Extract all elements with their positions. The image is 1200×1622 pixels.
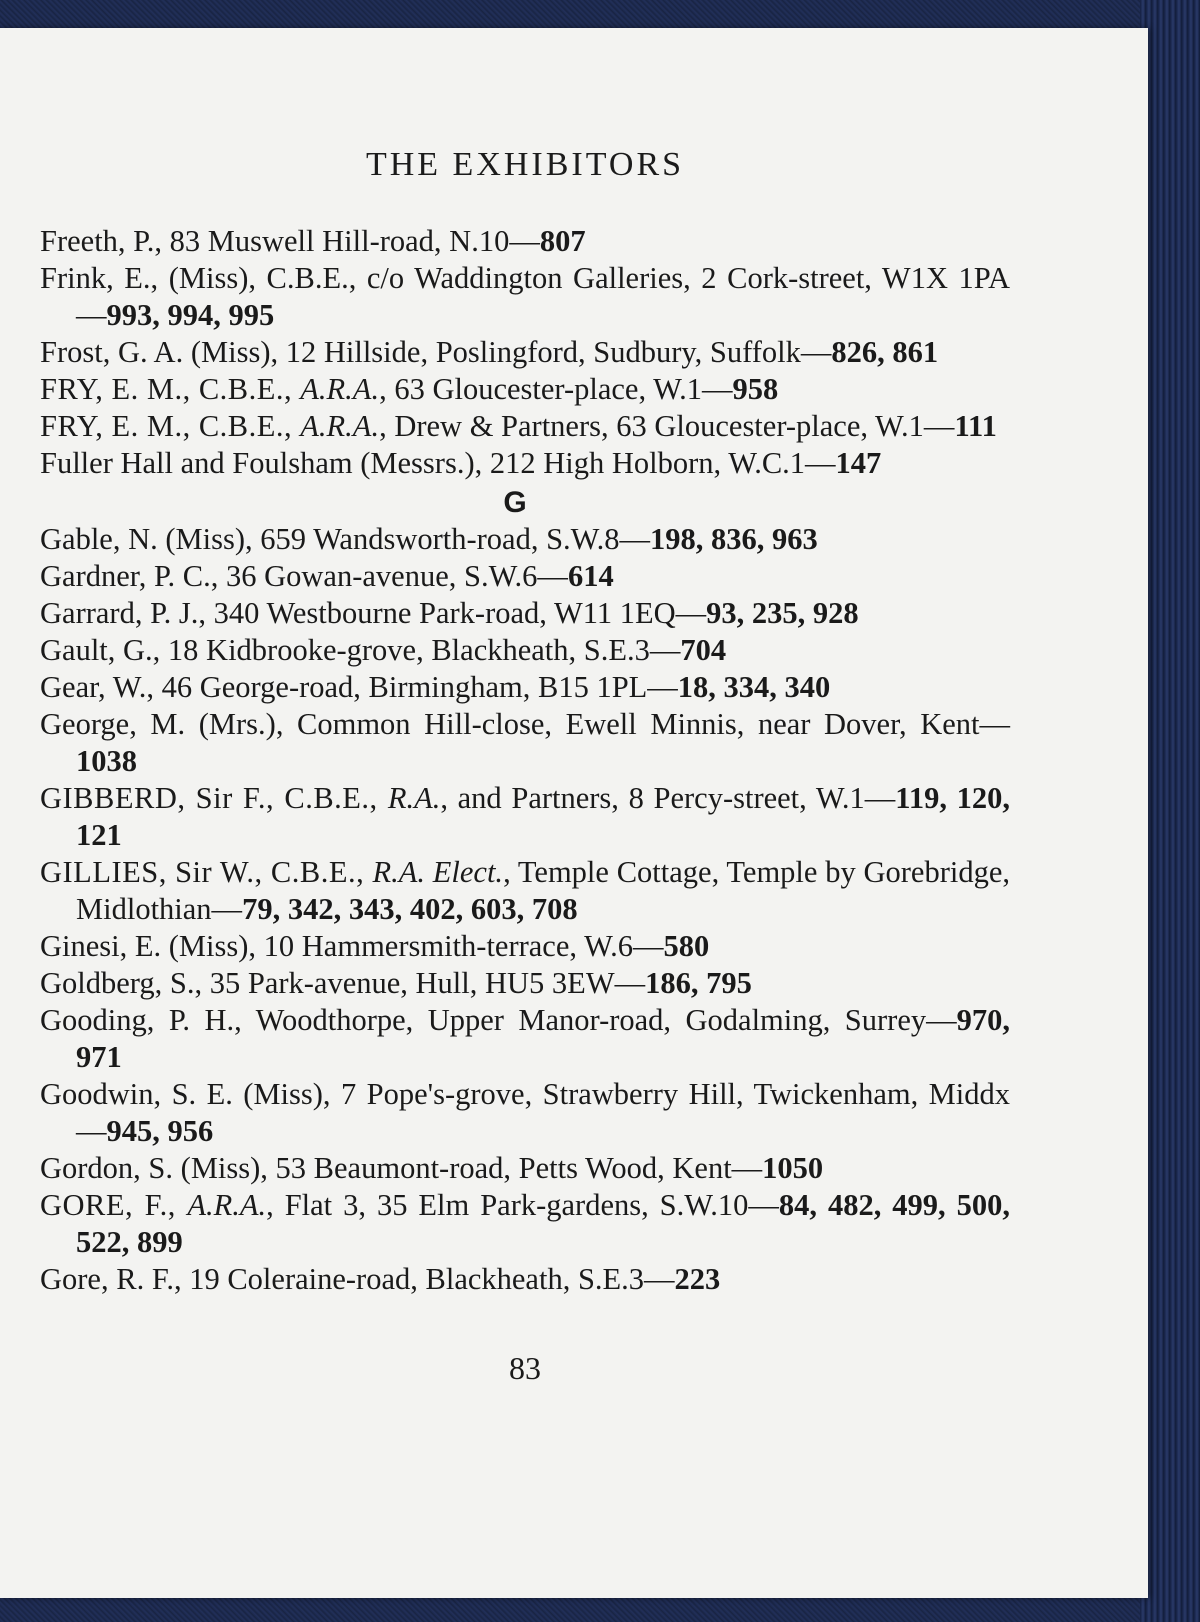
exhibitor-entry — [40, 669, 1010, 706]
exhibitor-entry — [40, 371, 1010, 408]
exhibitor-name: GIBBERD, Sir F., C.B.E., — [40, 781, 388, 815]
exhibitor-name: FRY, E. M., C.B.E., — [40, 372, 301, 406]
exhibitor-address: 18 Kidbrooke-grove, Blackheath, S.E.3— — [160, 633, 681, 667]
exhibitor-entry — [40, 706, 1010, 780]
exhibitor-address: , and Partners, 8 Percy-street, W.1— — [440, 781, 896, 815]
exhibitor-address: Woodthorpe, Upper Manor-road, Godalming, Surrey— — [241, 1003, 957, 1037]
exhibit-numbers: 18, 334, 340 — [677, 670, 831, 704]
exhibit-numbers: 958 — [732, 372, 779, 406]
exhibitor-name: Gear, W., — [40, 670, 154, 704]
exhibitor-title: A.R.A. — [300, 409, 380, 443]
exhibitor-entry — [40, 558, 1010, 595]
exhibitor-name: Gore, R. F., — [40, 1262, 182, 1296]
exhibitor-entry — [40, 780, 1010, 854]
exhibitor-name: Goldberg, S., — [40, 966, 203, 1000]
exhibitor-name: GILLIES, Sir W., C.B.E., — [40, 855, 373, 889]
exhibit-numbers: 119, 120, 121 — [76, 781, 1010, 852]
exhibitor-entry — [40, 595, 1010, 632]
exhibit-numbers: 826, 861 — [831, 335, 939, 369]
running-head: THE EXHIBITORS — [365, 146, 685, 183]
exhibitor-address: , Flat 3, 35 Elm Park-gardens, S.W.10— — [266, 1188, 779, 1222]
exhibit-numbers: 970, 971 — [76, 1003, 1010, 1074]
exhibitor-title: A.R.A. — [187, 1188, 267, 1222]
exhibitor-address: 36 Gowan-avenue, S.W.6— — [218, 559, 568, 593]
exhibit-numbers: 1038 — [76, 744, 137, 778]
exhibitor-address: 83 Muswell Hill-road, N.10— — [162, 224, 540, 258]
exhibitor-group-g — [40, 521, 1010, 1298]
exhibit-numbers: 198, 836, 963 — [650, 522, 818, 556]
exhibitor-name: Frost, G. A. — [40, 335, 184, 369]
exhibitor-address: 19 Coleraine-road, Blackheath, S.E.3— — [181, 1262, 675, 1296]
book-cover-edge — [1140, 0, 1200, 1622]
exhibit-numbers: 614 — [567, 559, 614, 593]
exhibitor-entry — [40, 445, 1010, 482]
exhibitor-entry — [40, 1076, 1010, 1150]
exhibit-numbers: 147 — [835, 446, 882, 480]
exhibitor-entry — [40, 928, 1010, 965]
exhibitor-address: (Miss), 659 Wandsworth-road, S.W.8— — [157, 522, 651, 556]
exhibit-numbers: 945, 956 — [106, 1114, 214, 1148]
exhibitor-name: Gordon, S. — [40, 1151, 174, 1185]
exhibitor-name: Gardner, P. C., — [40, 559, 219, 593]
exhibitor-entry — [40, 965, 1010, 1002]
exhibitor-entry — [40, 223, 1010, 260]
exhibit-numbers: 807 — [539, 224, 586, 258]
section-letter: G — [503, 486, 527, 519]
exhibitor-name: GORE, F., — [40, 1188, 188, 1222]
exhibitor-name: Ginesi, E. — [40, 929, 162, 963]
exhibitor-name: George, M. — [40, 707, 186, 741]
page-number: 83 — [509, 1350, 541, 1386]
exhibitor-entry — [40, 1187, 1010, 1261]
exhibit-numbers: 993, 994, 995 — [106, 298, 275, 332]
exhibitor-address: (Miss), 10 Hammersmith-terrace, W.6— — [161, 929, 664, 963]
exhibitor-name: Gault, G., — [40, 633, 161, 667]
exhibitor-list — [40, 223, 1010, 1298]
book-page — [0, 28, 1148, 1598]
exhibitor-entry — [40, 1261, 1010, 1298]
exhibitor-address: 340 Westbourne Park-road, W11 1EQ— — [206, 596, 707, 630]
exhibitor-address: 46 George-road, Birmingham, B15 1PL— — [153, 670, 678, 704]
exhibit-numbers: 704 — [680, 633, 727, 667]
exhibitor-title: A.R.A. — [300, 372, 380, 406]
exhibitor-name: Gooding, P. H., — [40, 1003, 242, 1037]
exhibitor-address: (Mrs.), Common Hill-close, Ewell Minnis, near Dover, Kent— — [185, 707, 1010, 741]
exhibitor-address: , Temple Cottage, Temple by Gorebridge, Midlothian— — [76, 855, 1010, 926]
exhibitor-entry — [40, 334, 1010, 371]
exhibit-numbers: 580 — [663, 929, 710, 963]
exhibit-numbers: 186, 795 — [645, 966, 752, 1000]
exhibitor-address: (Miss), 7 Pope's-grove, Strawberry Hill, Twickenham, Middx— — [76, 1077, 1010, 1148]
exhibitor-name: FRY, E. M., C.B.E., — [40, 409, 301, 443]
exhibitor-name: Freeth, P., — [40, 224, 162, 258]
exhibitor-name: Gable, N. — [40, 522, 158, 556]
exhibitor-address: , 63 Gloucester-place, W.1— — [379, 372, 733, 406]
exhibit-numbers: 111 — [954, 409, 997, 443]
exhibitor-name: Fuller Hall and Foulsham — [40, 446, 353, 480]
exhibitor-title: R.A. — [387, 781, 441, 815]
exhibitor-entry — [40, 632, 1010, 669]
exhibitor-name: Frink, E., — [40, 261, 159, 295]
exhibitor-name: Garrard, P. J., — [40, 596, 207, 630]
exhibitor-entry — [40, 854, 1010, 928]
exhibitor-address: (Miss), C.B.E., c/o Waddington Galleries, 2 Cork-street, W1X 1PA— — [76, 261, 1010, 332]
exhibitor-title: R.A. Elect. — [372, 855, 504, 889]
exhibit-numbers: 93, 235, 928 — [706, 596, 859, 630]
exhibitor-address: (Messrs.), 212 High Holborn, W.C.1— — [352, 446, 836, 480]
exhibitor-entry — [40, 260, 1010, 334]
exhibitor-entry — [40, 408, 1010, 445]
exhibit-numbers: 84, 482, 499, 500, 522, 899 — [76, 1188, 1011, 1259]
exhibitor-entry — [40, 521, 1010, 558]
exhibitor-entry — [40, 1002, 1010, 1076]
exhibit-numbers: 1050 — [762, 1151, 824, 1185]
exhibitor-address: (Miss), 12 Hillside, Poslingford, Sudbury, Suffolk— — [183, 335, 832, 369]
exhibitor-name: Goodwin, S. E. — [40, 1077, 233, 1111]
exhibitor-entry — [40, 1150, 1010, 1187]
exhibit-numbers: 79, 342, 343, 402, 603, 708 — [242, 892, 578, 926]
exhibitor-address: (Miss), 53 Beaumont-road, Petts Wood, Kent— — [173, 1151, 763, 1185]
exhibit-numbers: 223 — [674, 1262, 721, 1296]
exhibitor-address: , Drew & Partners, 63 Gloucester-place, W.1— — [379, 409, 955, 443]
exhibitor-group-f — [40, 223, 1010, 482]
exhibitor-address: 35 Park-avenue, Hull, HU5 3EW— — [202, 966, 646, 1000]
